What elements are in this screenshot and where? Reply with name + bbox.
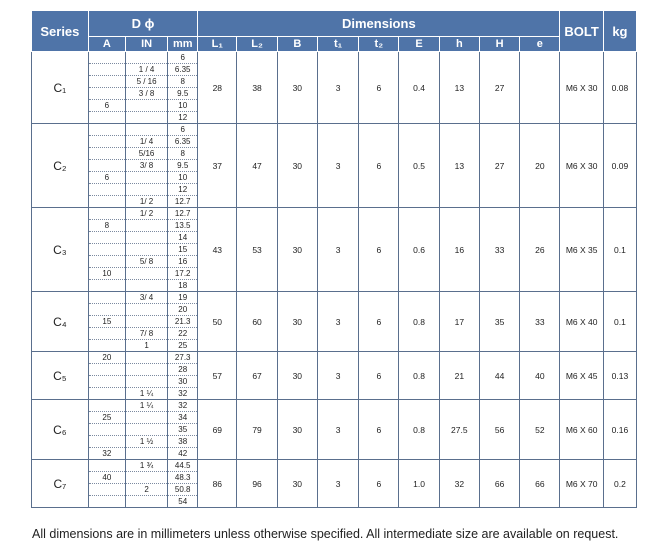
a-header: A: [88, 37, 125, 52]
mm-cell: 32: [168, 388, 198, 400]
l1-cell: 28: [198, 52, 237, 124]
e-cell: 52: [520, 400, 560, 460]
a-cell: [88, 256, 125, 268]
in-cell: 1 ½: [125, 436, 167, 448]
a-cell: [88, 136, 125, 148]
t1-cell: 3: [317, 124, 358, 208]
in-cell: [125, 376, 167, 388]
a-cell: [88, 376, 125, 388]
t1-cell: 3: [317, 52, 358, 124]
in-cell: [125, 472, 167, 484]
table-row: [32, 52, 637, 64]
E-cell: 1.0: [399, 460, 439, 508]
t2-cell: 6: [359, 352, 399, 400]
t1-cell: 3: [317, 460, 358, 508]
a-cell: [88, 124, 125, 136]
a-cell: [88, 148, 125, 160]
mm-cell: 16: [168, 256, 198, 268]
t1-header: t₁: [317, 37, 358, 52]
mm-cell: 42: [168, 448, 198, 460]
in-header: IN: [125, 37, 167, 52]
t2-cell: 6: [359, 124, 399, 208]
b-cell: 30: [277, 352, 317, 400]
kg-cell: 0.13: [603, 352, 636, 400]
a-cell: 32: [88, 448, 125, 460]
table-row: [32, 292, 637, 304]
bolt-cell: M6 X 35: [560, 208, 603, 292]
a-cell: [88, 280, 125, 292]
in-cell: [125, 268, 167, 280]
b-header: B: [277, 37, 317, 52]
kg-cell: 0.1: [603, 292, 636, 352]
l2-cell: 67: [237, 352, 277, 400]
e-cell: [520, 52, 560, 124]
l2-cell: 38: [237, 52, 277, 124]
bolt-cell: M6 X 45: [560, 352, 603, 400]
in-cell: 2: [125, 484, 167, 496]
in-cell: [125, 424, 167, 436]
a-cell: 8: [88, 220, 125, 232]
bolt-cell: M6 X 30: [560, 52, 603, 124]
t2-cell: 6: [359, 460, 399, 508]
mm-cell: 15: [168, 244, 198, 256]
dimensions-header: Dimensions: [198, 11, 560, 37]
series-cell: C₆: [32, 400, 89, 460]
a-cell: [88, 496, 125, 508]
h-cell: 17: [439, 292, 479, 352]
in-cell: 1: [125, 340, 167, 352]
mm-cell: 10: [168, 100, 198, 112]
mm-cell: 54: [168, 496, 198, 508]
mm-cell: 28: [168, 364, 198, 376]
kg-cell: 0.16: [603, 400, 636, 460]
l2-cell: 96: [237, 460, 277, 508]
t1-cell: 3: [317, 292, 358, 352]
a-cell: [88, 232, 125, 244]
mm-cell: 6: [168, 124, 198, 136]
in-cell: 7/ 8: [125, 328, 167, 340]
in-cell: 3/ 4: [125, 292, 167, 304]
a-cell: [88, 112, 125, 124]
E-cell: 0.8: [399, 292, 439, 352]
a-cell: 6: [88, 100, 125, 112]
a-cell: [88, 244, 125, 256]
b-cell: 30: [277, 208, 317, 292]
a-cell: [88, 328, 125, 340]
in-cell: 1 / 4: [125, 64, 167, 76]
a-cell: 40: [88, 472, 125, 484]
bolt-cell: M6 X 60: [560, 400, 603, 460]
spec-table-container: [31, 10, 637, 508]
in-cell: 3 / 8: [125, 88, 167, 100]
l1-cell: 57: [198, 352, 237, 400]
b-cell: 30: [277, 460, 317, 508]
mm-cell: 22: [168, 328, 198, 340]
mm-cell: 12.7: [168, 196, 198, 208]
in-cell: [125, 316, 167, 328]
b-cell: 30: [277, 52, 317, 124]
a-cell: [88, 64, 125, 76]
a-cell: [88, 364, 125, 376]
mm-cell: 17.2: [168, 268, 198, 280]
a-cell: 10: [88, 268, 125, 280]
in-cell: [125, 112, 167, 124]
mm-cell: 14: [168, 232, 198, 244]
t2-cell: 6: [359, 292, 399, 352]
kg-cell: 0.09: [603, 124, 636, 208]
in-cell: [125, 124, 167, 136]
series-cell: C₇: [32, 460, 89, 508]
h-cell: 13: [439, 52, 479, 124]
mm-cell: 12: [168, 184, 198, 196]
in-cell: 1/ 4: [125, 136, 167, 148]
E-cell: 0.8: [399, 400, 439, 460]
in-cell: 3/ 8: [125, 160, 167, 172]
in-cell: [125, 172, 167, 184]
l1-cell: 86: [198, 460, 237, 508]
table-row: [32, 460, 637, 472]
H-cell: 27: [479, 52, 519, 124]
H-cell: 35: [479, 292, 519, 352]
kg-cell: 0.1: [603, 208, 636, 292]
H-cell: 66: [479, 460, 519, 508]
bolt-cell: M6 X 30: [560, 124, 603, 208]
bolt-header: BOLT: [560, 11, 603, 52]
a-cell: [88, 160, 125, 172]
l2-cell: 53: [237, 208, 277, 292]
a-cell: [88, 88, 125, 100]
in-cell: [125, 52, 167, 64]
b-cell: 30: [277, 292, 317, 352]
in-cell: [125, 352, 167, 364]
h-cell: 27.5: [439, 400, 479, 460]
kg-header: kg: [603, 11, 636, 52]
in-cell: [125, 412, 167, 424]
t2-cell: 6: [359, 400, 399, 460]
H-header: H: [479, 37, 519, 52]
t1-cell: 3: [317, 352, 358, 400]
mm-cell: 21.3: [168, 316, 198, 328]
table-row: [32, 208, 637, 220]
l2-header: L₂: [237, 37, 277, 52]
series-cell: C₃: [32, 208, 89, 292]
t2-header: t₂: [359, 37, 399, 52]
kg-cell: 0.2: [603, 460, 636, 508]
a-cell: [88, 388, 125, 400]
h-cell: 16: [439, 208, 479, 292]
a-cell: [88, 424, 125, 436]
a-cell: [88, 304, 125, 316]
l1-cell: 50: [198, 292, 237, 352]
a-cell: [88, 340, 125, 352]
mm-cell: 34: [168, 412, 198, 424]
t1-cell: 3: [317, 208, 358, 292]
in-cell: [125, 448, 167, 460]
h-header: h: [439, 37, 479, 52]
mm-cell: 30: [168, 376, 198, 388]
t2-cell: 6: [359, 208, 399, 292]
in-cell: [125, 364, 167, 376]
kg-cell: 0.08: [603, 52, 636, 124]
in-cell: [125, 232, 167, 244]
in-cell: 1 ¼: [125, 400, 167, 412]
e-cell: 33: [520, 292, 560, 352]
mm-cell: 8: [168, 148, 198, 160]
l2-cell: 47: [237, 124, 277, 208]
mm-header: mm: [168, 37, 198, 52]
subheader-row: [32, 37, 637, 52]
in-cell: [125, 280, 167, 292]
a-cell: 20: [88, 352, 125, 364]
mm-cell: 13.5: [168, 220, 198, 232]
in-cell: 1/ 2: [125, 196, 167, 208]
series-cell: C₄: [32, 292, 89, 352]
H-cell: 27: [479, 124, 519, 208]
in-cell: [125, 244, 167, 256]
series-cell: C₂: [32, 124, 89, 208]
a-cell: [88, 436, 125, 448]
l1-header: L₁: [198, 37, 237, 52]
table-body: [32, 52, 637, 508]
mm-cell: 6: [168, 52, 198, 64]
in-cell: 1 ¼: [125, 388, 167, 400]
a-cell: [88, 208, 125, 220]
a-cell: [88, 484, 125, 496]
a-cell: [88, 292, 125, 304]
mm-cell: 35: [168, 424, 198, 436]
footnote: All dimensions are in millimeters unless otherwise specified. All intermediate size are available on request.: [32, 527, 619, 541]
h-cell: 32: [439, 460, 479, 508]
mm-cell: 50.8: [168, 484, 198, 496]
mm-cell: 38: [168, 436, 198, 448]
dimensions-table: [31, 10, 637, 508]
E-cell: 0.8: [399, 352, 439, 400]
mm-cell: 48.3: [168, 472, 198, 484]
mm-cell: 12.7: [168, 208, 198, 220]
a-cell: [88, 196, 125, 208]
E-cell: 0.5: [399, 124, 439, 208]
a-cell: [88, 184, 125, 196]
mm-cell: 27.3: [168, 352, 198, 364]
in-cell: [125, 100, 167, 112]
a-cell: [88, 400, 125, 412]
H-cell: 33: [479, 208, 519, 292]
table-header: [32, 11, 637, 52]
table-row: [32, 352, 637, 364]
a-cell: 25: [88, 412, 125, 424]
mm-cell: 6.35: [168, 136, 198, 148]
t2-cell: 6: [359, 52, 399, 124]
l1-cell: 43: [198, 208, 237, 292]
l2-cell: 79: [237, 400, 277, 460]
a-cell: [88, 52, 125, 64]
mm-cell: 9.5: [168, 160, 198, 172]
series-cell: C₅: [32, 352, 89, 400]
mm-cell: 25: [168, 340, 198, 352]
in-cell: 1/ 2: [125, 208, 167, 220]
series-cell: C₁: [32, 52, 89, 124]
mm-cell: 12: [168, 112, 198, 124]
e-cell: 66: [520, 460, 560, 508]
E-cell: 0.6: [399, 208, 439, 292]
e-small-header: e: [520, 37, 560, 52]
mm-cell: 44.5: [168, 460, 198, 472]
H-cell: 56: [479, 400, 519, 460]
mm-cell: 9.5: [168, 88, 198, 100]
table-row: [32, 124, 637, 136]
series-header: Series: [32, 11, 89, 52]
bolt-cell: M6 X 70: [560, 460, 603, 508]
H-cell: 44: [479, 352, 519, 400]
mm-cell: 8: [168, 76, 198, 88]
e-cell: 20: [520, 124, 560, 208]
in-cell: [125, 220, 167, 232]
mm-cell: 18: [168, 280, 198, 292]
t1-cell: 3: [317, 400, 358, 460]
a-cell: [88, 76, 125, 88]
table-row: [32, 400, 637, 412]
bolt-cell: M6 X 40: [560, 292, 603, 352]
in-cell: [125, 184, 167, 196]
in-cell: 5/ 8: [125, 256, 167, 268]
b-cell: 30: [277, 400, 317, 460]
mm-cell: 19: [168, 292, 198, 304]
e-header: E: [399, 37, 439, 52]
l1-cell: 37: [198, 124, 237, 208]
mm-cell: 32: [168, 400, 198, 412]
a-cell: 15: [88, 316, 125, 328]
l2-cell: 60: [237, 292, 277, 352]
in-cell: [125, 304, 167, 316]
mm-cell: 6.35: [168, 64, 198, 76]
b-cell: 30: [277, 124, 317, 208]
mm-cell: 20: [168, 304, 198, 316]
e-cell: 40: [520, 352, 560, 400]
a-cell: [88, 460, 125, 472]
h-cell: 21: [439, 352, 479, 400]
in-cell: 1 ¾: [125, 460, 167, 472]
diameter-header: D ϕ: [88, 11, 197, 37]
in-cell: [125, 496, 167, 508]
e-cell: 26: [520, 208, 560, 292]
mm-cell: 10: [168, 172, 198, 184]
l1-cell: 69: [198, 400, 237, 460]
h-cell: 13: [439, 124, 479, 208]
in-cell: 5/16: [125, 148, 167, 160]
E-cell: 0.4: [399, 52, 439, 124]
a-cell: 6: [88, 172, 125, 184]
in-cell: 5 / 16: [125, 76, 167, 88]
